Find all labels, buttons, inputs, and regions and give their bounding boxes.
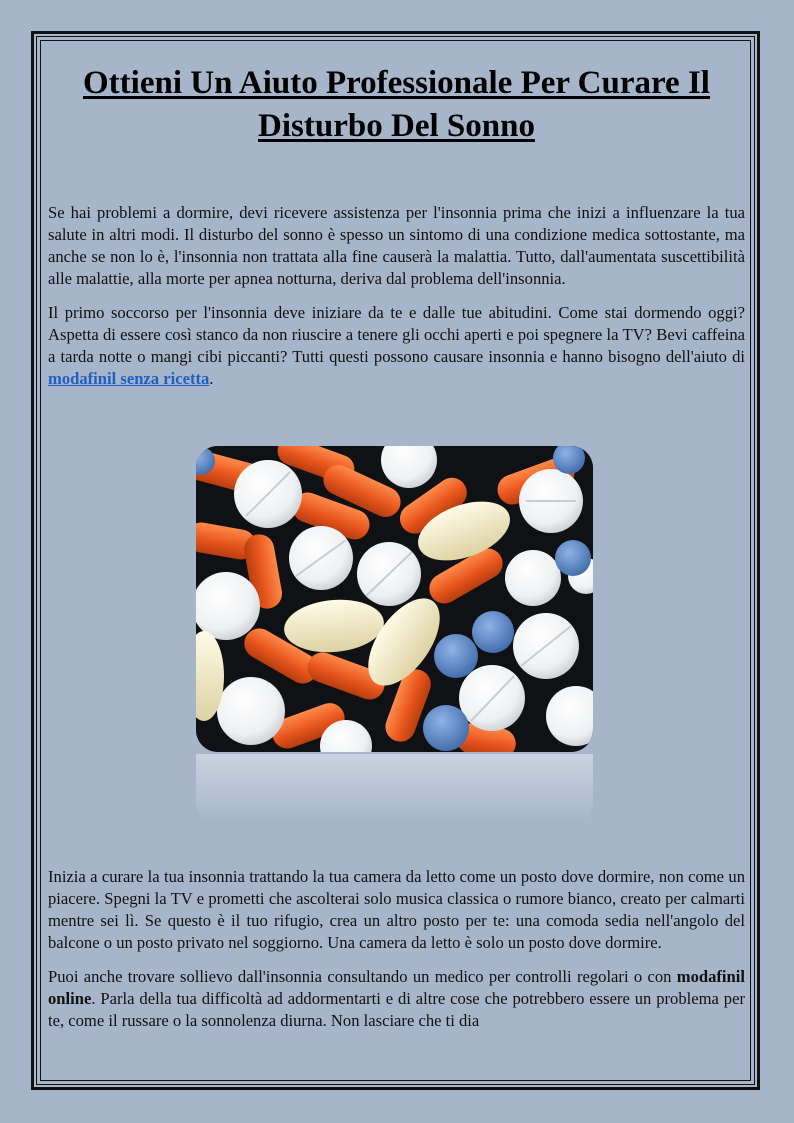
paragraph-bedroom: Inizia a curare la tua insonnia trattando la tua camera da letto come un posto dove dormire, non come un piacere. Spegni la TV e prometti che ascolterai solo musica classica o rumore bianco, creato per calmarti mentre sei lì. Se questo è il tuo rifugio, crea un altro posto per te: una comoda sedia nell'angolo del balcone o un posto privato nel soggiorno. Una camera da letto è solo un posto dove dormire. [48, 867, 745, 952]
modafinil-link[interactable]: modafinil senza ricetta [48, 369, 210, 388]
paragraph-first-aid-end: . [209, 369, 214, 388]
pills-photo-reflection [196, 754, 593, 824]
paragraph-first-aid [48, 302, 745, 390]
pills-photo [196, 446, 593, 752]
page-title: Ottieni Un Aiuto Professionale Per Curare Il Disturbo Del Sonno [83, 65, 710, 144]
document-body [48, 62, 745, 1084]
modafinil-online-bold: modafinil online [48, 967, 745, 1008]
pills-figure [196, 446, 593, 752]
paragraph-doctor [48, 966, 745, 1032]
paragraph-doctor-end: . Parla della tua difficoltà ad addormentarti e di altre cose che potrebbero essere un problema per te, come il russare o la sonnolenza diurna. Non lasciare che ti dia [48, 989, 745, 1030]
paragraph-doctor-text: Puoi anche trovare sollievo dall'insonnia consultando un medico per controlli regolari o con [48, 967, 677, 986]
pills-illustration [196, 446, 593, 752]
paragraph-intro: Se hai problemi a dormire, devi ricevere assistenza per l'insonnia prima che inizi a influenzare la tua salute in altri modi. Il disturbo del sonno è spesso un sintomo di una condizione medica sottostante, ma anche se non lo è, l'insonnia non trattata alla fine causerà la malattia. Tutto, dall'aumentata suscettibilità alle malattie, alla morte per apnea notturna, deriva dal problema dell'insonnia. [48, 203, 745, 288]
paragraph-first-aid-text: Il primo soccorso per l'insonnia deve iniziare da te e dalle tue abitudini. Come stai dormendo oggi? Aspetta di essere così stanco da non riuscire a tenere gli occhi aperti e poi spegnere la TV? Bevi caffeina a tarda notte o mangi cibi piccanti? Tutti questi possono causare insonnia e hanno bisogno dell'aiuto di [48, 303, 745, 366]
